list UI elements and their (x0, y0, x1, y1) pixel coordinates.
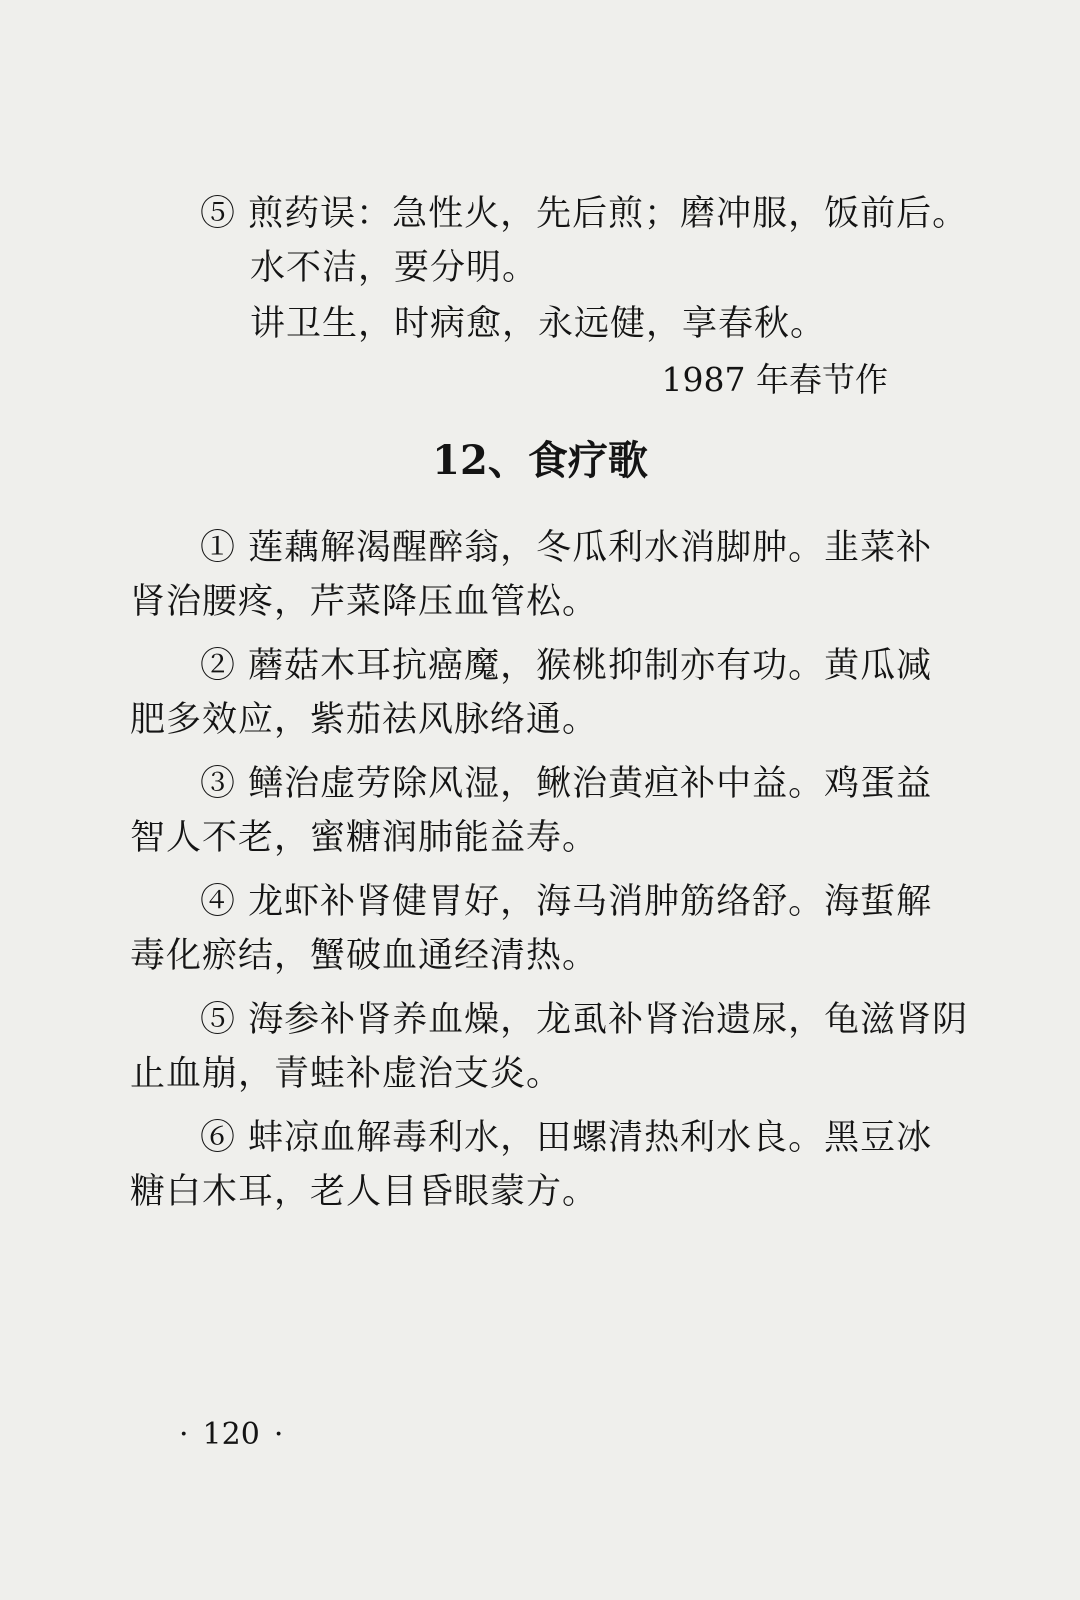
prev-verse-line-2: 水不洁，要分明。 (250, 248, 539, 288)
verse-6-line-1: ⑥ 蚌凉血解毒利水，田螺清热利水良。黑豆冰 (200, 1118, 933, 1158)
verse-3-line-1: ③ 鳝治虚劳除风湿，鳅治黄疸补中益。鸡蛋益 (200, 764, 933, 804)
prev-verse-line-3: 讲卫生，时病愈，永远健，享春秋。 (250, 304, 827, 344)
page-footer (165, 1415, 297, 1455)
footer-dot-left: · (179, 1417, 189, 1452)
section-title: 12、食疗歌 (432, 437, 648, 484)
verse-1-line-1: ① 莲藕解渴醒醉翁，冬瓜利水消脚肿。韭菜补 (200, 528, 933, 568)
verse-1-line-2: 肾治腰疼，芹菜降压血管松。 (130, 582, 599, 622)
verse-3-line-2: 智人不老，蜜糖润肺能益寿。 (130, 818, 599, 858)
verse-6-line-2: 糖白木耳，老人目昏眼蒙方。 (130, 1172, 599, 1212)
footer-dot-right: · (273, 1417, 284, 1452)
date-signature: 1987 年春节作 (661, 360, 888, 399)
verse-2-line-1: ② 蘑菇木耳抗癌魔，猴桃抑制亦有功。黄瓜减 (200, 646, 933, 686)
verse-5-line-2: 止血崩，青蛙补虚治支炎。 (130, 1054, 563, 1094)
verse-5-line-1: ⑤ 海参补肾养血燥，龙虱补肾治遗尿，龟滋肾阴 (200, 1000, 969, 1040)
verse-4-line-2: 毒化瘀结，蟹破血通经清热。 (130, 936, 599, 976)
prev-verse-line-1: ⑤ 煎药误：急性火，先后煎；磨冲服，饭前后。 (200, 194, 969, 234)
verse-2-line-2: 肥多效应，紫茄祛风脉络通。 (130, 700, 599, 740)
page-number: 120 (202, 1417, 260, 1452)
verse-4-line-1: ④ 龙虾补肾健胃好，海马消肿筋络舒。海蜇解 (200, 882, 933, 922)
